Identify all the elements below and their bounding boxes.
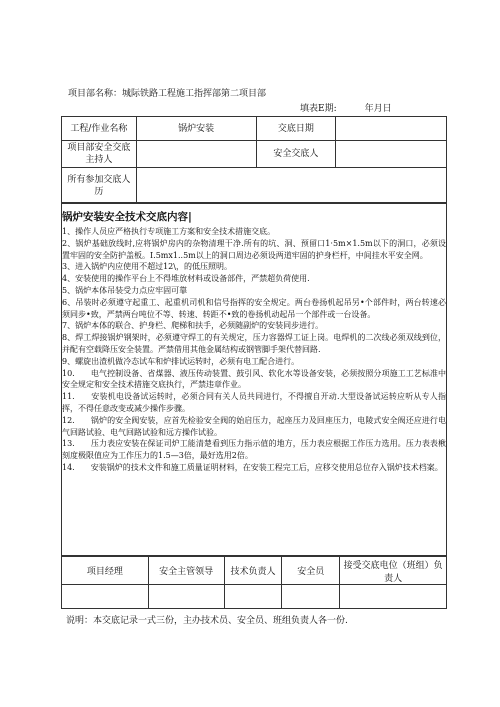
content-item: 4、安装使用的操作平台上不得堆放材料或设备部件，严禁超负荷使用.: [62, 274, 310, 284]
signature-header: 安全主管领导: [148, 557, 224, 585]
signature-table: [61, 556, 447, 609]
signature-header: 安全员: [282, 557, 340, 585]
safety-recipient-label: 安全交底人: [256, 141, 336, 168]
fill-date-label: 填表E期:: [300, 104, 337, 114]
safety-host-value: [136, 141, 256, 168]
content-item: 11. 安装机电设备试运转时，必须合同有关人员共同进行，不得擅自开动.大型设备试运转应听从专人指挥，不得任意改变或减少操作步骤。: [62, 392, 446, 413]
content-items: [62, 226, 446, 474]
signature-header: 项目经理: [62, 557, 149, 585]
attendees-label: 所有参加交底人历: [62, 168, 137, 204]
signature-header: 接受交底电位（班组）负责人: [340, 557, 447, 585]
work-name-label: 工程/作业名称: [62, 117, 137, 141]
content-item: 13. 压力表应安装在保证司炉工能清楚看到压力指示值的地方，压力表应根据工作压力选用。压力表表楸刻度极限值应为工作压力的1.5—3倍，最好选用2倍。: [62, 439, 446, 461]
safety-host-label: 项目部安全交底主持人: [62, 141, 137, 168]
content-item: 7、锅炉本体的联合、护身栏、爬梯和扶手，必须随副炉的安装同步进行。: [62, 321, 324, 331]
signature-value: [340, 585, 447, 609]
content-item: 6、吊装时必须遵守起重工、起重机司机和信号指挥的安全规定。两台卷扬机起吊另•个部件时，两台转速必须同步•致，严禁两台吨位不等、转速、转距不•致的卷扬机动起吊一个部件或一台设备。: [62, 297, 446, 319]
content-item: 3、进入锅炉内应使用不超过12\，的低压照明。: [62, 262, 232, 272]
signature-value: [282, 585, 340, 609]
project-name: 项目部名称：城际铁路工程施工指挥部第二项目部: [68, 89, 267, 99]
fill-date-ymd: 年月日: [364, 104, 392, 114]
content-item: 1、操作人员应严格执行专项施工方案和安全技术措施交底。: [62, 227, 276, 236]
signature-header: 技术负责人: [224, 557, 282, 585]
content-item: 5、锅炉本体吊装受力点应牢固可靠: [62, 285, 188, 295]
date-label: 交底日期: [256, 117, 336, 141]
content-item: 2、锅炉基础放线时,应将锅炉房内的杂物清理干净.所有的坑、洞、预留口1·5m×1.5m以下的洞口，必须设置牢固的安全防护盖板。I.5mx1..5m以上的洞口周边必须设两道牢固的护身栏杆，中间挂水平安全网。: [62, 238, 446, 260]
note: 说明：本交底记录一式三份，主办技术员、安全员、班组负责人各一份.: [66, 616, 348, 626]
work-name-value: 锅炉安装: [136, 117, 256, 141]
signature-value: [224, 585, 282, 609]
date-value: [336, 117, 447, 141]
content-item: 12. 锅炉的安全阀安装，应首先检验安全阀的始启压力，起座压力及回座压力，电陵式安全阀还应进行电气回路试验、电气回路试验和远方操作试验。: [62, 415, 446, 437]
content-heading: 锅炉安装安全技术交底内容|: [62, 211, 192, 223]
signature-value: [62, 585, 149, 609]
safety-recipient-value: [336, 141, 447, 168]
fill-date: [300, 101, 392, 114]
content-item: 14. 安装锅炉的技术文件和施工质量证明材料，在安装工程完工后，应移交使用总位存入锅炉技术档案。: [62, 462, 443, 472]
disclosure-content: [61, 202, 447, 556]
attendees-value: [136, 168, 446, 204]
content-item: 10. 电气控制设备、省煤器、液压传动装置、鼓引风、软化水等设备安装，必须按照分项施工工艺标准中安全规定和安全技术措施交底执行，严禁违章作业。: [62, 368, 446, 390]
signature-value: [148, 585, 224, 609]
content-item: 9、螺旋出渣机做冷态试车和炉排试运转时，必须有电工配合进行。: [62, 356, 300, 366]
info-table: [61, 116, 447, 204]
content-item: 8、焊工焊接锅炉钢架时，必须遵守焊工的有关规定，压力容器焊工证上岗。电焊机的二次线必须双线到位，并配有空载降压安全装置。严禁借用其他金属结构或钢管脚手架代替回路.: [62, 333, 446, 354]
